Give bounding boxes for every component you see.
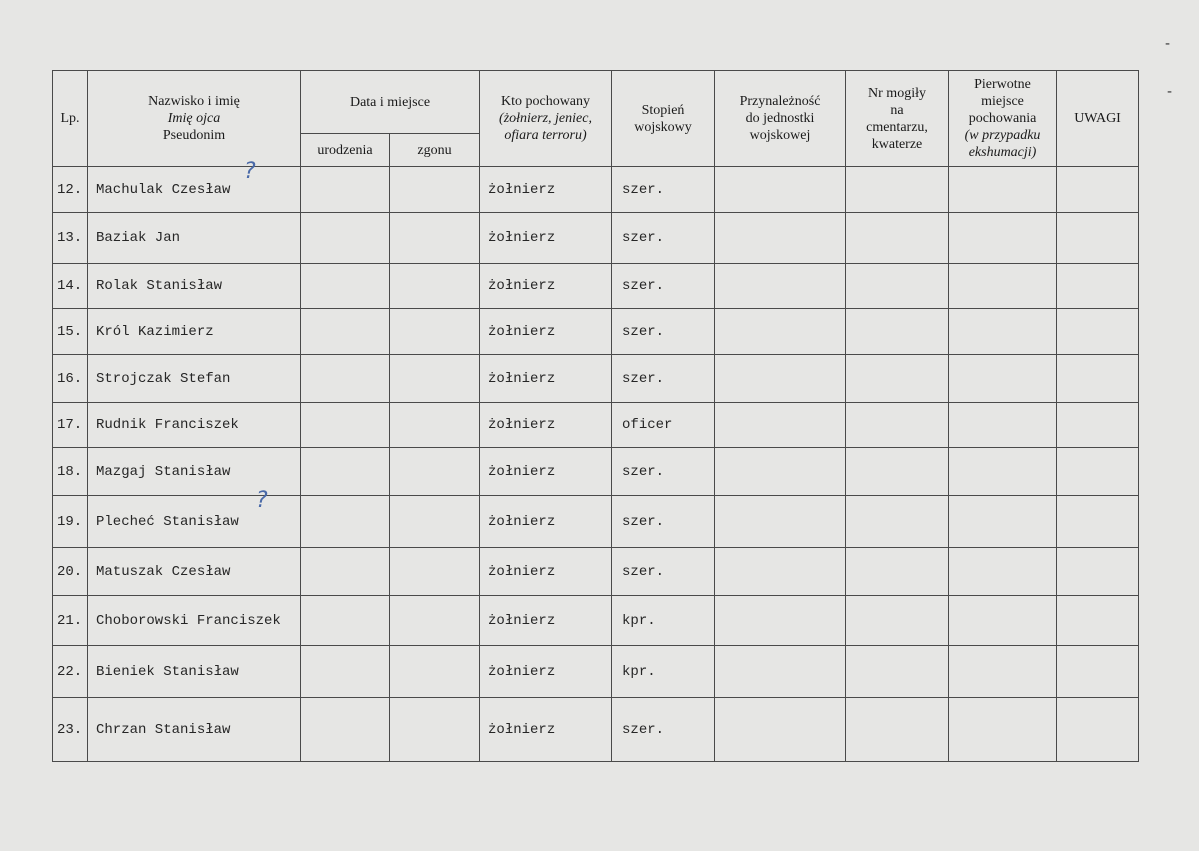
orig-burial-cell — [949, 596, 1057, 646]
unit-cell — [715, 646, 846, 698]
col-header-unit: Przynależność do jednostki wojskowej — [715, 71, 846, 167]
table-row — [53, 213, 1139, 264]
military-rank: szer. — [612, 698, 715, 762]
unit-cell — [715, 403, 846, 448]
birth-cell — [301, 496, 390, 548]
notes-cell — [1057, 548, 1139, 596]
unit-cell — [715, 264, 846, 309]
military-rank: szer. — [612, 213, 715, 264]
orig-burial-cell — [949, 646, 1057, 698]
death-cell — [390, 698, 480, 762]
handwritten-question-mark: ? — [244, 159, 256, 184]
orig-burial-cell — [949, 448, 1057, 496]
notes-cell — [1057, 213, 1139, 264]
military-rank: oficer — [612, 403, 715, 448]
grave-cell — [846, 448, 949, 496]
orig-burial-cell — [949, 309, 1057, 355]
table-row — [53, 309, 1139, 355]
table-row — [53, 403, 1139, 448]
military-rank: szer. — [612, 496, 715, 548]
death-cell — [390, 355, 480, 403]
burial-type: żołnierz — [480, 403, 612, 448]
notes-cell — [1057, 309, 1139, 355]
military-rank: szer. — [612, 448, 715, 496]
death-cell — [390, 309, 480, 355]
birth-cell — [301, 698, 390, 762]
margin-mark: - — [1165, 36, 1171, 52]
burial-type: żołnierz — [480, 167, 612, 213]
death-cell — [390, 646, 480, 698]
table-row — [53, 596, 1139, 646]
notes-cell — [1057, 448, 1139, 496]
grave-cell — [846, 496, 949, 548]
row-number: 16. — [53, 355, 88, 403]
table-row — [53, 698, 1139, 762]
person-name: Strojczak Stefan — [88, 355, 301, 403]
orig-burial-cell — [949, 548, 1057, 596]
birth-cell — [301, 548, 390, 596]
military-rank: szer. — [612, 548, 715, 596]
burial-type: żołnierz — [480, 548, 612, 596]
birth-cell — [301, 213, 390, 264]
notes-cell — [1057, 167, 1139, 213]
row-number: 18. — [53, 448, 88, 496]
unit-cell — [715, 496, 846, 548]
burial-type: żołnierz — [480, 596, 612, 646]
burial-type: żołnierz — [480, 448, 612, 496]
col-header-date-place: Data i miejsce — [301, 71, 480, 134]
person-name: Mazgaj Stanisław — [88, 448, 301, 496]
grave-cell — [846, 698, 949, 762]
notes-cell — [1057, 698, 1139, 762]
unit-cell — [715, 596, 846, 646]
person-name: Matuszak Czesław — [88, 548, 301, 596]
birth-cell — [301, 596, 390, 646]
grave-cell — [846, 167, 949, 213]
table-row — [53, 355, 1139, 403]
burial-type: żołnierz — [480, 264, 612, 309]
unit-cell — [715, 548, 846, 596]
orig-burial-cell — [949, 355, 1057, 403]
col-header-birth: urodzenia — [301, 134, 390, 167]
row-number: 21. — [53, 596, 88, 646]
death-cell — [390, 264, 480, 309]
orig-burial-cell — [949, 264, 1057, 309]
military-rank: kpr. — [612, 596, 715, 646]
table-row — [53, 167, 1139, 213]
table-row — [53, 448, 1139, 496]
birth-cell — [301, 403, 390, 448]
row-number: 22. — [53, 646, 88, 698]
orig-burial-cell — [949, 403, 1057, 448]
grave-cell — [846, 548, 949, 596]
table-row — [53, 496, 1139, 548]
col-header-rank: Stopień wojskowy — [612, 71, 715, 167]
military-rank: szer. — [612, 309, 715, 355]
notes-cell — [1057, 403, 1139, 448]
orig-burial-cell — [949, 167, 1057, 213]
person-name: Plecheć Stanisław ? — [88, 496, 301, 548]
birth-cell — [301, 309, 390, 355]
unit-cell — [715, 309, 846, 355]
person-name: Choborowski Franciszek — [88, 596, 301, 646]
row-number: 15. — [53, 309, 88, 355]
col-header-grave: Nr mogiły na cmentarzu, kwaterze — [846, 71, 949, 167]
unit-cell — [715, 698, 846, 762]
table-row — [53, 646, 1139, 698]
death-cell — [390, 213, 480, 264]
col-header-original-burial: Pierwotne miejsce pochowania (w przypadku ekshumacji) — [949, 71, 1057, 167]
unit-cell — [715, 355, 846, 403]
burial-type: żołnierz — [480, 646, 612, 698]
death-cell — [390, 596, 480, 646]
table-row — [53, 264, 1139, 309]
person-name: Rudnik Franciszek — [88, 403, 301, 448]
death-cell — [390, 548, 480, 596]
military-rank: szer. — [612, 355, 715, 403]
death-cell — [390, 496, 480, 548]
col-header-name: Nazwisko i imię Imię ojca Pseudonim — [88, 71, 301, 167]
burial-register-table — [52, 70, 1139, 762]
person-name: Król Kazimierz — [88, 309, 301, 355]
person-name: Baziak Jan — [88, 213, 301, 264]
person-name: Machulak Czesław ? — [88, 167, 301, 213]
grave-cell — [846, 309, 949, 355]
handwritten-question-mark: ? — [256, 488, 268, 513]
notes-cell — [1057, 646, 1139, 698]
death-cell — [390, 448, 480, 496]
orig-burial-cell — [949, 698, 1057, 762]
military-rank: szer. — [612, 167, 715, 213]
burial-type: żołnierz — [480, 496, 612, 548]
table-row — [53, 548, 1139, 596]
birth-cell — [301, 355, 390, 403]
row-number: 17. — [53, 403, 88, 448]
grave-cell — [846, 646, 949, 698]
unit-cell — [715, 448, 846, 496]
notes-cell — [1057, 496, 1139, 548]
person-name: Bieniek Stanisław — [88, 646, 301, 698]
grave-cell — [846, 213, 949, 264]
margin-mark: - — [1167, 84, 1173, 100]
burial-type: żołnierz — [480, 309, 612, 355]
birth-cell — [301, 646, 390, 698]
grave-cell — [846, 596, 949, 646]
death-cell — [390, 403, 480, 448]
unit-cell — [715, 167, 846, 213]
notes-cell — [1057, 355, 1139, 403]
col-header-death: zgonu — [390, 134, 480, 167]
birth-cell — [301, 264, 390, 309]
row-number: 12. — [53, 167, 88, 213]
col-header-who: Kto pochowany (żołnierz, jeniec, ofiara terroru) — [480, 71, 612, 167]
orig-burial-cell — [949, 213, 1057, 264]
birth-cell — [301, 448, 390, 496]
burial-type: żołnierz — [480, 698, 612, 762]
military-rank: szer. — [612, 264, 715, 309]
col-header-lp: Lp. — [53, 71, 88, 167]
birth-cell — [301, 167, 390, 213]
row-number: 14. — [53, 264, 88, 309]
row-number: 13. — [53, 213, 88, 264]
row-number: 19. — [53, 496, 88, 548]
notes-cell — [1057, 596, 1139, 646]
military-rank: kpr. — [612, 646, 715, 698]
notes-cell — [1057, 264, 1139, 309]
death-cell — [390, 167, 480, 213]
grave-cell — [846, 403, 949, 448]
grave-cell — [846, 264, 949, 309]
burial-type: żołnierz — [480, 355, 612, 403]
unit-cell — [715, 213, 846, 264]
burial-type: żołnierz — [480, 213, 612, 264]
col-header-notes: UWAGI — [1057, 71, 1139, 167]
row-number: 20. — [53, 548, 88, 596]
row-number: 23. — [53, 698, 88, 762]
person-name: Rolak Stanisław — [88, 264, 301, 309]
grave-cell — [846, 355, 949, 403]
person-name: Chrzan Stanisław — [88, 698, 301, 762]
orig-burial-cell — [949, 496, 1057, 548]
